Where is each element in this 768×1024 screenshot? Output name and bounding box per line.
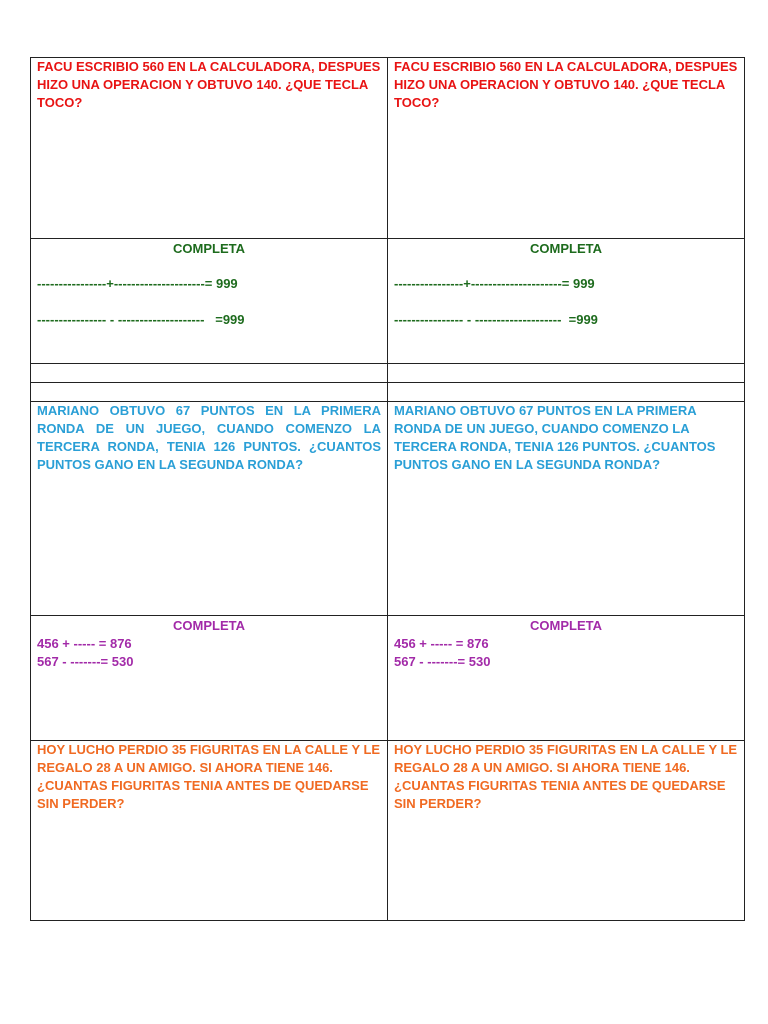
card-lucho-right bbox=[388, 741, 745, 921]
equation-line-2: ---------------- - -------------------- =999 bbox=[37, 312, 245, 327]
completa-title: COMPLETA bbox=[530, 241, 602, 256]
problem-text: HOY LUCHO PERDIO 35 FIGURITAS EN LA CALLE Y LE REGALO 28 A UN AMIGO. SI AHORA TIENE 146. ¿CUANTAS FIGURITAS TENIA ANTES DE QUEDARSE SIN PERDER? bbox=[394, 742, 738, 811]
card-mariano-left bbox=[31, 402, 388, 616]
card-calculator-right bbox=[388, 58, 745, 239]
problem-text: MARIANO OBTUVO 67 PUNTOS EN LA PRIMERA RONDA DE UN JUEGO, CUANDO COMENZO LA TERCERA RONDA, TENIA 126 PUNTOS. ¿CUANTOS PUNTOS GANO EN LA SEGUNDA RONDA? bbox=[394, 403, 716, 472]
problem-text: FACU ESCRIBIO 560 EN LA CALCULADORA, DESPUES HIZO UNA OPERACION Y OBTUVO 140. ¿QUE TECLA TOCO? bbox=[394, 59, 738, 110]
row-problem-calculator bbox=[31, 58, 745, 239]
card-completa-sums-right bbox=[388, 616, 745, 741]
equation-line-1: 456 + ----- = 876 bbox=[394, 636, 489, 651]
card-lucho-left bbox=[31, 741, 388, 921]
spacer-row bbox=[31, 383, 745, 402]
problem-text: MARIANO OBTUVO 67 PUNTOS EN LA PRIMERA RONDA DE UN JUEGO, CUANDO COMENZO LA TERCERA RONDA, TENIA 126 PUNTOS. ¿CUANTOS PUNTOS GANO EN LA SEGUNDA RONDA? bbox=[37, 403, 381, 472]
worksheet-grid bbox=[30, 57, 745, 921]
card-completa-999-right bbox=[388, 239, 745, 364]
card-completa-sums-left bbox=[31, 616, 388, 741]
equation-line-2: ---------------- - -------------------- =999 bbox=[394, 312, 598, 327]
row-problem-mariano bbox=[31, 402, 745, 616]
completa-title: COMPLETA bbox=[530, 618, 602, 633]
completa-title: COMPLETA bbox=[173, 241, 245, 256]
equation-line-1: 456 + ----- = 876 bbox=[37, 636, 132, 651]
row-completa-sums bbox=[31, 616, 745, 741]
equation-line-1: ----------------+---------------------= 999 bbox=[37, 276, 238, 291]
card-mariano-right bbox=[388, 402, 745, 616]
row-problem-lucho bbox=[31, 741, 745, 921]
equation-line-2: 567 - -------= 530 bbox=[37, 654, 134, 669]
problem-text: HOY LUCHO PERDIO 35 FIGURITAS EN LA CALLE Y LE REGALO 28 A UN AMIGO. SI AHORA TIENE 146. ¿CUANTAS FIGURITAS TENIA ANTES DE QUEDARSE SIN PERDER? bbox=[37, 742, 381, 811]
problem-text: FACU ESCRIBIO 560 EN LA CALCULADORA, DESPUES HIZO UNA OPERACION Y OBTUVO 140. ¿QUE TECLA TOCO? bbox=[37, 59, 381, 110]
row-completa-999 bbox=[31, 239, 745, 364]
completa-title: COMPLETA bbox=[173, 618, 245, 633]
spacer-row bbox=[31, 364, 745, 383]
equation-line-1: ----------------+---------------------= 999 bbox=[394, 276, 595, 291]
card-completa-999-left bbox=[31, 239, 388, 364]
equation-line-2: 567 - -------= 530 bbox=[394, 654, 491, 669]
card-calculator-left bbox=[31, 58, 388, 239]
